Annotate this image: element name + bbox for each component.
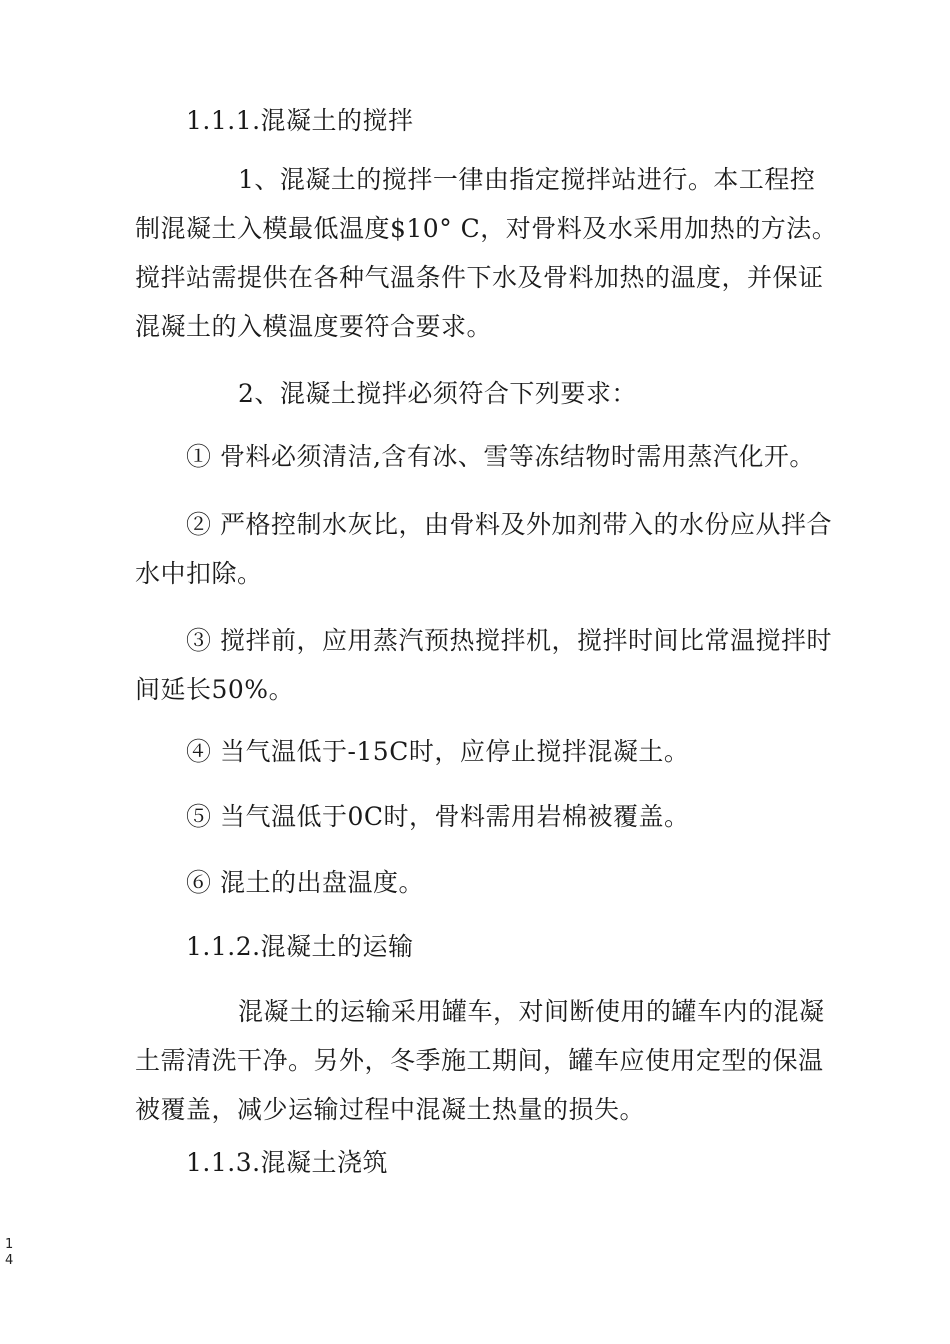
list-item-continuation: 间延长50%。	[135, 675, 295, 704]
paragraph-line: 1、混凝土的搅拌一律由指定搅拌站进行。本工程控	[238, 165, 816, 194]
page-number-digit: 1	[5, 1237, 14, 1252]
list-item-continuation: 水中扣除。	[135, 559, 263, 588]
paragraph-line: 混凝土的运输采用罐车，对间断使用的罐车内的混凝	[238, 997, 825, 1026]
paragraph-line: 混凝土的入模温度要符合要求。	[135, 312, 493, 341]
list-item: ⑤ 当气温低于0C时，骨料需用岩棉被覆盖。	[186, 802, 690, 831]
list-item: ② 严格控制水灰比，由骨料及外加剂带入的水份应从拌合	[186, 510, 832, 539]
paragraph-line: 搅拌站需提供在各种气温条件下水及骨料加热的温度，并保证	[135, 263, 824, 292]
section-heading-1-1-3: 1.1.3.混凝土浇筑	[186, 1148, 389, 1177]
list-item: ① 骨料必须清洁,含有冰、雪等冻结物时需用蒸汽化开。	[186, 442, 815, 471]
section-heading-1-1-1: 1.1.1.混凝土的搅拌	[186, 106, 414, 135]
list-item: ③ 搅拌前，应用蒸汽预热搅拌机，搅拌时间比常温搅拌时	[186, 626, 832, 655]
list-item: ⑥ 混土的出盘温度。	[186, 868, 424, 897]
paragraph-line: 2、混凝土搅拌必须符合下列要求：	[238, 379, 637, 408]
paragraph-line: 制混凝土入模最低温度$10° C，对骨料及水采用加热的方法。	[135, 214, 838, 243]
paragraph-line: 被覆盖，减少运输过程中混凝土热量的损失。	[135, 1095, 646, 1124]
list-item: ④ 当气温低于-15C时，应停止搅拌混凝土。	[186, 737, 690, 766]
page-number-digit: 4	[5, 1253, 14, 1268]
section-heading-1-1-2: 1.1.2.混凝土的运输	[186, 932, 414, 961]
paragraph-line: 土需清洗干净。另外，冬季施工期间，罐车应使用定型的保温	[135, 1046, 824, 1075]
